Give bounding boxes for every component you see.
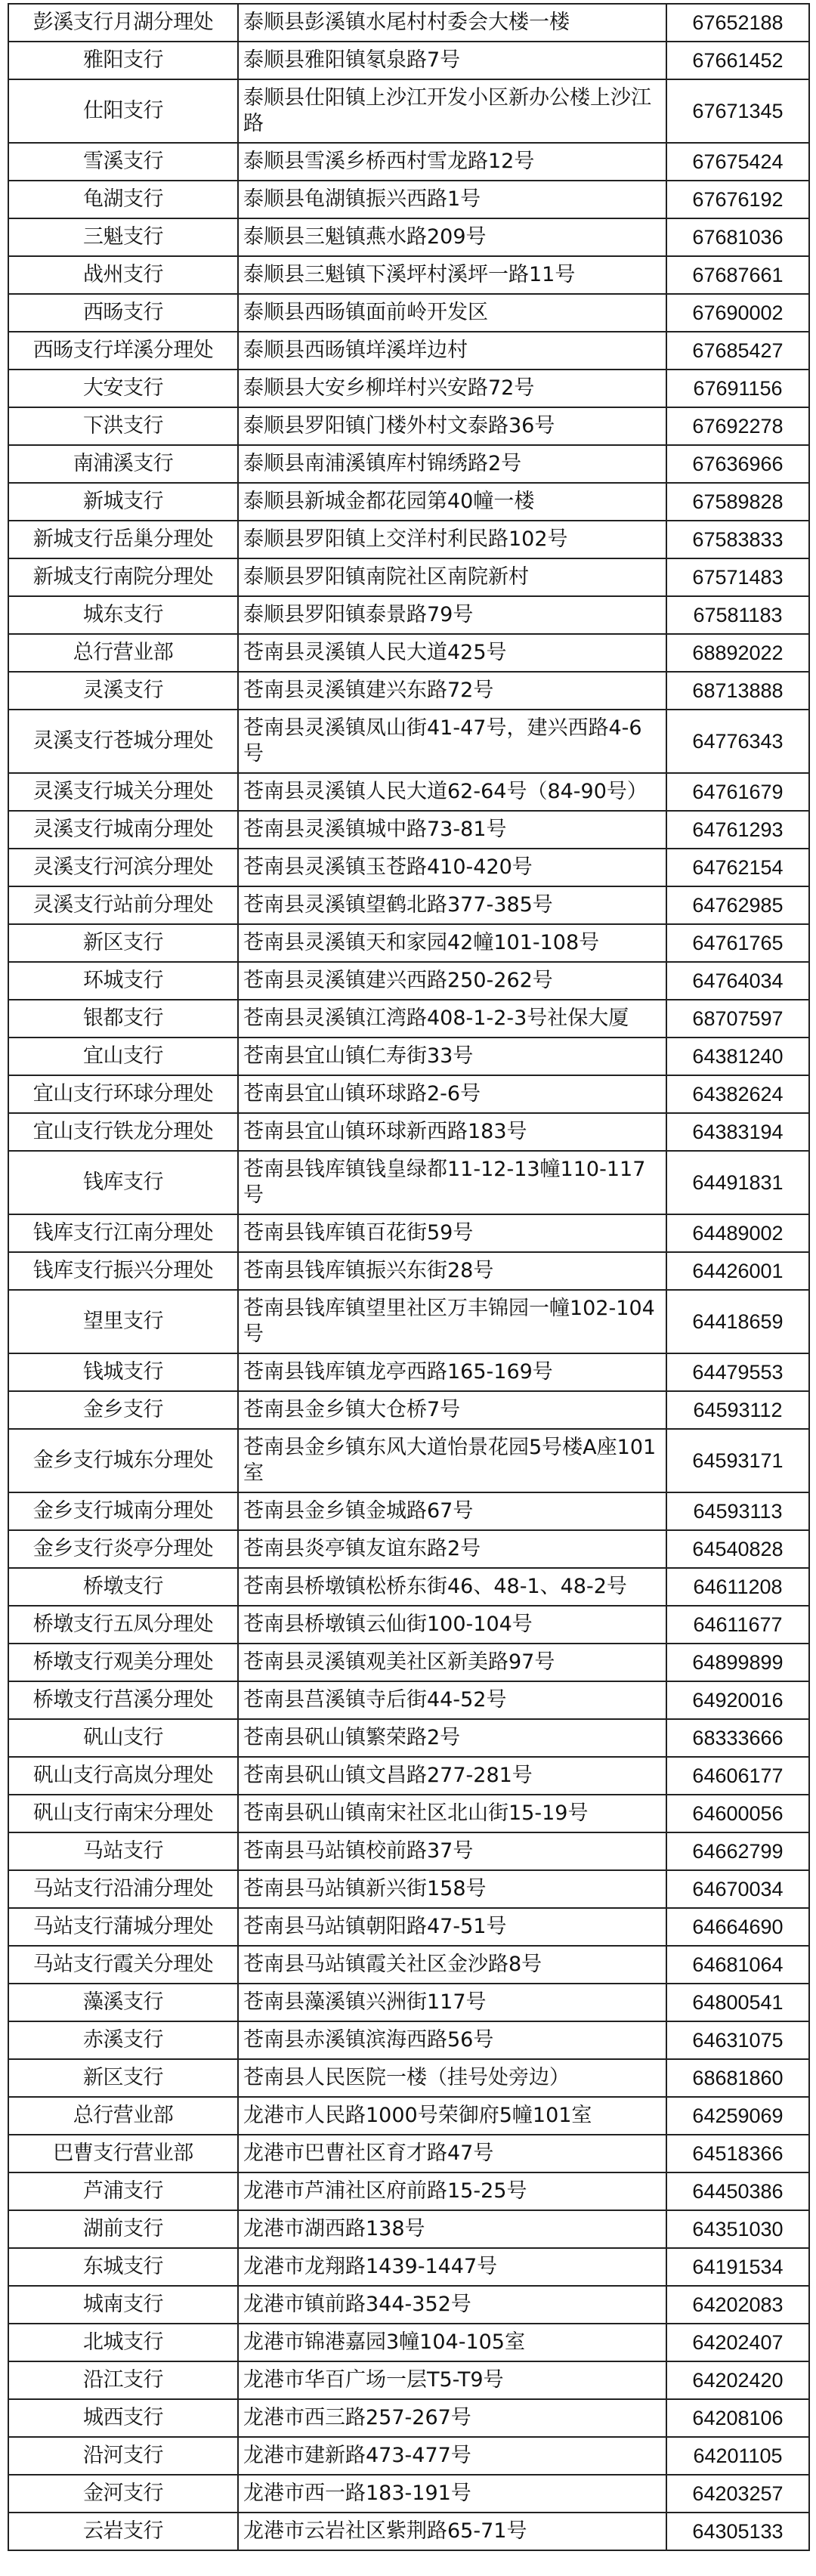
table-row <box>8 2437 809 2475</box>
branch-name-cell: 桥墩支行 <box>8 1568 238 1606</box>
branch-name-cell: 新城支行南院分理处 <box>8 558 238 596</box>
branch-address-cell: 苍南县宜山镇环球路2-6号 <box>238 1075 666 1113</box>
branch-address-cell: 苍南县灵溪镇观美社区新美路97号 <box>238 1644 666 1681</box>
branch-address-cell: 泰顺县罗阳镇门楼外村文泰路36号 <box>238 407 666 445</box>
table-row <box>8 2248 809 2286</box>
table-row <box>8 256 809 294</box>
table-row <box>8 596 809 634</box>
table-row <box>8 407 809 445</box>
branch-phone-cell: 68892022 <box>666 634 809 672</box>
branch-name-cell: 南浦溪支行 <box>8 445 238 483</box>
branch-name-cell: 雅阳支行 <box>8 42 238 79</box>
branch-name-cell: 马站支行蒲城分理处 <box>8 1908 238 1946</box>
branch-address-cell: 苍南县灵溪镇建兴东路72号 <box>238 672 666 710</box>
branch-name-cell: 马站支行霞关分理处 <box>8 1946 238 1984</box>
branch-phone-cell: 67636966 <box>666 445 809 483</box>
branch-table <box>8 3 810 2551</box>
branch-address-cell: 苍南县宜山镇环球新西路183号 <box>238 1113 666 1151</box>
branch-address-cell: 苍南县灵溪镇凤山街41-47号，建兴西路4-6号 <box>238 710 666 773</box>
branch-address-cell: 龙港市镇前路344-352号 <box>238 2286 666 2324</box>
branch-address-cell: 龙港市湖西路138号 <box>238 2210 666 2248</box>
branch-name-cell: 桥墩支行观美分理处 <box>8 1644 238 1681</box>
branch-address-cell: 龙港市龙翔路1439-1447号 <box>238 2248 666 2286</box>
branch-address-cell: 泰顺县西旸镇垟溪垟边村 <box>238 332 666 370</box>
branch-name-cell: 钱城支行 <box>8 1353 238 1391</box>
branch-phone-cell: 64593113 <box>666 1492 809 1530</box>
branch-phone-cell: 67681036 <box>666 218 809 256</box>
branch-name-cell: 金河支行 <box>8 2475 238 2513</box>
table-row <box>8 1353 809 1391</box>
branch-name-cell: 新城支行岳巢分理处 <box>8 521 238 558</box>
branch-phone-cell: 64761293 <box>666 811 809 849</box>
branch-name-cell: 彭溪支行月湖分理处 <box>8 4 238 42</box>
branch-address-cell: 苍南县金乡镇东风大道怡景花园5号楼A座101室 <box>238 1429 666 1492</box>
branch-name-cell: 矾山支行南宋分理处 <box>8 1795 238 1832</box>
branch-address-cell: 苍南县钱库镇龙亭西路165-169号 <box>238 1353 666 1391</box>
branch-phone-cell: 64208106 <box>666 2399 809 2437</box>
table-row <box>8 1832 809 1870</box>
branch-phone-cell: 67685427 <box>666 332 809 370</box>
table-row <box>8 1429 809 1492</box>
branch-phone-cell: 64611208 <box>666 1568 809 1606</box>
branch-name-cell: 云岩支行 <box>8 2513 238 2550</box>
branch-phone-cell: 64800541 <box>666 1984 809 2021</box>
branch-address-cell: 苍南县灵溪镇城中路73-81号 <box>238 811 666 849</box>
branch-name-cell: 西旸支行垟溪分理处 <box>8 332 238 370</box>
branch-name-cell: 灵溪支行站前分理处 <box>8 886 238 924</box>
table-row <box>8 370 809 407</box>
branch-address-cell: 泰顺县雪溪乡桥西村雪龙路12号 <box>238 143 666 181</box>
branch-name-cell: 赤溪支行 <box>8 2021 238 2059</box>
branch-name-cell: 沿江支行 <box>8 2361 238 2399</box>
table-row <box>8 445 809 483</box>
branch-phone-cell: 67691156 <box>666 370 809 407</box>
branch-name-cell: 雪溪支行 <box>8 143 238 181</box>
branch-address-cell: 苍南县莒溪镇寺后街44-52号 <box>238 1681 666 1719</box>
branch-name-cell: 仕阳支行 <box>8 79 238 143</box>
table-row <box>8 1568 809 1606</box>
table-row <box>8 1908 809 1946</box>
branch-address-cell: 苍南县钱库镇振兴东街28号 <box>238 1252 666 1290</box>
branch-name-cell: 西旸支行 <box>8 294 238 332</box>
branch-address-cell: 苍南县人民医院一楼（挂号处旁边） <box>238 2059 666 2097</box>
branch-name-cell: 宜山支行铁龙分理处 <box>8 1113 238 1151</box>
branch-phone-cell: 64631075 <box>666 2021 809 2059</box>
branch-phone-cell: 64762985 <box>666 886 809 924</box>
branch-phone-cell: 64418659 <box>666 1290 809 1353</box>
branch-phone-cell: 64202420 <box>666 2361 809 2399</box>
branch-address-cell: 苍南县藻溪镇兴洲街117号 <box>238 1984 666 2021</box>
table-row <box>8 1151 809 1214</box>
branch-phone-cell: 64202407 <box>666 2324 809 2361</box>
branch-address-cell: 苍南县马站镇朝阳路47-51号 <box>238 1908 666 1946</box>
branch-name-cell: 总行营业部 <box>8 2097 238 2135</box>
branch-address-cell: 苍南县灵溪镇天和家园42幢101-108号 <box>238 924 666 962</box>
table-row <box>8 483 809 521</box>
branch-address-cell: 苍南县金乡镇金城路67号 <box>238 1492 666 1530</box>
branch-name-cell: 钱库支行 <box>8 1151 238 1214</box>
branch-address-cell: 苍南县灵溪镇建兴西路250-262号 <box>238 962 666 1000</box>
branch-address-cell: 泰顺县三魁镇下溪坪村溪坪一路11号 <box>238 256 666 294</box>
table-row <box>8 811 809 849</box>
branch-name-cell: 芦浦支行 <box>8 2172 238 2210</box>
table-row <box>8 1530 809 1568</box>
branch-address-cell: 苍南县桥墩镇云仙街100-104号 <box>238 1606 666 1644</box>
branch-phone-cell: 68707597 <box>666 1000 809 1038</box>
branch-name-cell: 灵溪支行河滨分理处 <box>8 849 238 886</box>
table-row <box>8 2021 809 2059</box>
table-row <box>8 1681 809 1719</box>
branch-address-cell: 苍南县桥墩镇松桥东街46、48-1、48-2号 <box>238 1568 666 1606</box>
branch-phone-cell: 64202083 <box>666 2286 809 2324</box>
branch-address-cell: 龙港市西一路183-191号 <box>238 2475 666 2513</box>
table-row <box>8 2097 809 2135</box>
branch-name-cell: 桥墩支行莒溪分理处 <box>8 1681 238 1719</box>
branch-address-cell: 泰顺县西旸镇面前岭开发区 <box>238 294 666 332</box>
branch-phone-cell: 64593171 <box>666 1429 809 1492</box>
branch-phone-cell: 67690002 <box>666 294 809 332</box>
branch-name-cell: 金乡支行炎亭分理处 <box>8 1530 238 1568</box>
branch-address-cell: 泰顺县新城金都花园第40幢一楼 <box>238 483 666 521</box>
table-row <box>8 1214 809 1252</box>
branch-phone-cell: 64681064 <box>666 1946 809 1984</box>
table-row <box>8 1870 809 1908</box>
branch-name-cell: 宜山支行 <box>8 1038 238 1075</box>
branch-phone-cell: 68713888 <box>666 672 809 710</box>
branch-name-cell: 新区支行 <box>8 2059 238 2097</box>
branch-phone-cell: 67583833 <box>666 521 809 558</box>
table-row <box>8 79 809 143</box>
branch-address-cell: 苍南县钱库镇百花街59号 <box>238 1214 666 1252</box>
branch-address-cell: 龙港市巴曹社区育才路47号 <box>238 2135 666 2172</box>
branch-phone-cell: 64606177 <box>666 1757 809 1795</box>
branch-address-cell: 苍南县马站镇新兴街158号 <box>238 1870 666 1908</box>
branch-name-cell: 望里支行 <box>8 1290 238 1353</box>
table-row <box>8 2172 809 2210</box>
branch-phone-cell: 68333666 <box>666 1719 809 1757</box>
branch-name-cell: 湖前支行 <box>8 2210 238 2248</box>
branch-address-cell: 泰顺县南浦溪镇库村锦绣路2号 <box>238 445 666 483</box>
branch-name-cell: 银都支行 <box>8 1000 238 1038</box>
branch-phone-cell: 67571483 <box>666 558 809 596</box>
branch-phone-cell: 67676192 <box>666 181 809 218</box>
branch-name-cell: 北城支行 <box>8 2324 238 2361</box>
table-row <box>8 1757 809 1795</box>
table-row <box>8 1000 809 1038</box>
branch-name-cell: 马站支行沿浦分理处 <box>8 1870 238 1908</box>
branch-name-cell: 金乡支行城南分理处 <box>8 1492 238 1530</box>
table-row <box>8 1290 809 1353</box>
branch-name-cell: 灵溪支行城南分理处 <box>8 811 238 849</box>
branch-name-cell: 大安支行 <box>8 370 238 407</box>
branch-phone-cell: 64761765 <box>666 924 809 962</box>
branch-name-cell: 三魁支行 <box>8 218 238 256</box>
branch-table-body <box>8 4 809 2550</box>
table-row <box>8 1946 809 1984</box>
branch-address-cell: 苍南县钱库镇钱皇绿都11-12-13幢110-117号 <box>238 1151 666 1214</box>
table-row <box>8 886 809 924</box>
table-row <box>8 294 809 332</box>
table-row <box>8 1391 809 1429</box>
table-row <box>8 2059 809 2097</box>
branch-name-cell: 新城支行 <box>8 483 238 521</box>
table-row <box>8 1795 809 1832</box>
branch-address-cell: 苍南县马站镇校前路37号 <box>238 1832 666 1870</box>
table-row <box>8 181 809 218</box>
table-row <box>8 1606 809 1644</box>
table-row <box>8 143 809 181</box>
branch-phone-cell: 64382624 <box>666 1075 809 1113</box>
branch-phone-cell: 64670034 <box>666 1870 809 1908</box>
table-row <box>8 1113 809 1151</box>
table-row <box>8 849 809 886</box>
branch-address-cell: 苍南县金乡镇大仓桥7号 <box>238 1391 666 1429</box>
branch-phone-cell: 64479553 <box>666 1353 809 1391</box>
branch-address-cell: 龙港市华百广场一层T5-T9号 <box>238 2361 666 2399</box>
branch-name-cell: 巴曹支行营业部 <box>8 2135 238 2172</box>
branch-phone-cell: 64381240 <box>666 1038 809 1075</box>
table-row <box>8 2513 809 2550</box>
branch-address-cell: 泰顺县仕阳镇上沙江开发小区新办公楼上沙江路 <box>238 79 666 143</box>
branch-address-cell: 苍南县炎亭镇友谊东路2号 <box>238 1530 666 1568</box>
branch-name-cell: 灵溪支行 <box>8 672 238 710</box>
branch-phone-cell: 64491831 <box>666 1151 809 1214</box>
branch-phone-cell: 64305133 <box>666 2513 809 2550</box>
branch-name-cell: 新区支行 <box>8 924 238 962</box>
branch-name-cell: 钱库支行江南分理处 <box>8 1214 238 1252</box>
branch-address-cell: 龙港市云岩社区紫荆路65-71号 <box>238 2513 666 2550</box>
branch-phone-cell: 68681860 <box>666 2059 809 2097</box>
branch-phone-cell: 64776343 <box>666 710 809 773</box>
branch-address-cell: 泰顺县龟湖镇振兴西路1号 <box>238 181 666 218</box>
branch-address-cell: 苍南县钱库镇望里社区万丰锦园一幢102-104号 <box>238 1290 666 1353</box>
branch-address-cell: 泰顺县彭溪镇水尾村村委会大楼一楼 <box>238 4 666 42</box>
branch-phone-cell: 64920016 <box>666 1681 809 1719</box>
table-row <box>8 2475 809 2513</box>
table-row <box>8 773 809 811</box>
branch-phone-cell: 64450386 <box>666 2172 809 2210</box>
branch-phone-cell: 64191534 <box>666 2248 809 2286</box>
branch-phone-cell: 64383194 <box>666 1113 809 1151</box>
branch-address-cell: 苍南县灵溪镇人民大道425号 <box>238 634 666 672</box>
branch-address-cell: 苍南县灵溪镇人民大道62-64号（84-90号） <box>238 773 666 811</box>
branch-name-cell: 战州支行 <box>8 256 238 294</box>
table-row <box>8 1492 809 1530</box>
branch-address-cell: 龙港市芦浦社区府前路15-25号 <box>238 2172 666 2210</box>
branch-phone-cell: 67692278 <box>666 407 809 445</box>
table-row <box>8 2361 809 2399</box>
branch-phone-cell: 64351030 <box>666 2210 809 2248</box>
branch-address-cell: 龙港市锦港嘉园3幢104-105室 <box>238 2324 666 2361</box>
branch-phone-cell: 64899899 <box>666 1644 809 1681</box>
branch-phone-cell: 64426001 <box>666 1252 809 1290</box>
table-row <box>8 1644 809 1681</box>
table-row <box>8 710 809 773</box>
branch-address-cell: 泰顺县罗阳镇泰景路79号 <box>238 596 666 634</box>
branch-address-cell: 泰顺县大安乡柳垟村兴安路72号 <box>238 370 666 407</box>
table-row <box>8 2135 809 2172</box>
branch-name-cell: 城南支行 <box>8 2286 238 2324</box>
branch-address-cell: 泰顺县三魁镇燕水路209号 <box>238 218 666 256</box>
branch-address-cell: 苍南县矾山镇文昌路277-281号 <box>238 1757 666 1795</box>
branch-address-cell: 龙港市人民路1000号荣御府5幢101室 <box>238 2097 666 2135</box>
branch-name-cell: 金乡支行 <box>8 1391 238 1429</box>
branch-phone-cell: 67675424 <box>666 143 809 181</box>
table-row <box>8 42 809 79</box>
branch-address-cell: 苍南县矾山镇繁荣路2号 <box>238 1719 666 1757</box>
table-row <box>8 924 809 962</box>
branch-name-cell: 龟湖支行 <box>8 181 238 218</box>
branch-name-cell: 藻溪支行 <box>8 1984 238 2021</box>
branch-name-cell: 总行营业部 <box>8 634 238 672</box>
branch-name-cell: 东城支行 <box>8 2248 238 2286</box>
table-row <box>8 1252 809 1290</box>
branch-phone-cell: 64764034 <box>666 962 809 1000</box>
branch-address-cell: 苍南县灵溪镇江湾路408-1-2-3号社保大厦 <box>238 1000 666 1038</box>
branch-name-cell: 马站支行 <box>8 1832 238 1870</box>
table-row <box>8 4 809 42</box>
table-row <box>8 2286 809 2324</box>
branch-phone-cell: 67652188 <box>666 4 809 42</box>
branch-name-cell: 矾山支行 <box>8 1719 238 1757</box>
branch-address-cell: 苍南县灵溪镇玉苍路410-420号 <box>238 849 666 886</box>
branch-phone-cell: 64593112 <box>666 1391 809 1429</box>
branch-phone-cell: 64540828 <box>666 1530 809 1568</box>
branch-name-cell: 金乡支行城东分理处 <box>8 1429 238 1492</box>
table-row <box>8 1075 809 1113</box>
branch-name-cell: 下洪支行 <box>8 407 238 445</box>
branch-name-cell: 灵溪支行苍城分理处 <box>8 710 238 773</box>
branch-phone-cell: 67581183 <box>666 596 809 634</box>
branch-phone-cell: 64489002 <box>666 1214 809 1252</box>
branch-address-cell: 泰顺县罗阳镇南院社区南院新村 <box>238 558 666 596</box>
table-row <box>8 558 809 596</box>
branch-phone-cell: 64611677 <box>666 1606 809 1644</box>
branch-phone-cell: 67589828 <box>666 483 809 521</box>
table-row <box>8 1984 809 2021</box>
branch-address-cell: 龙港市西三路257-267号 <box>238 2399 666 2437</box>
branch-name-cell: 钱库支行振兴分理处 <box>8 1252 238 1290</box>
table-row <box>8 1719 809 1757</box>
table-row <box>8 1038 809 1075</box>
table-row <box>8 672 809 710</box>
branch-phone-cell: 64664690 <box>666 1908 809 1946</box>
branch-name-cell: 环城支行 <box>8 962 238 1000</box>
branch-phone-cell: 64662799 <box>666 1832 809 1870</box>
branch-address-cell: 龙港市建新路473-477号 <box>238 2437 666 2475</box>
branch-phone-cell: 67671345 <box>666 79 809 143</box>
branch-phone-cell: 64762154 <box>666 849 809 886</box>
branch-address-cell: 苍南县马站镇霞关社区金沙路8号 <box>238 1946 666 1984</box>
table-row <box>8 634 809 672</box>
branch-phone-cell: 67687661 <box>666 256 809 294</box>
branch-name-cell: 宜山支行环球分理处 <box>8 1075 238 1113</box>
branch-name-cell: 沿河支行 <box>8 2437 238 2475</box>
branch-phone-cell: 64203257 <box>666 2475 809 2513</box>
branch-address-cell: 苍南县赤溪镇滨海西路56号 <box>238 2021 666 2059</box>
branch-phone-cell: 64518366 <box>666 2135 809 2172</box>
table-row <box>8 521 809 558</box>
branch-phone-cell: 64201105 <box>666 2437 809 2475</box>
branch-name-cell: 桥墩支行五凤分理处 <box>8 1606 238 1644</box>
branch-phone-cell: 64600056 <box>666 1795 809 1832</box>
branch-phone-cell: 64761679 <box>666 773 809 811</box>
table-row <box>8 332 809 370</box>
branch-address-cell: 苍南县宜山镇仁寿街33号 <box>238 1038 666 1075</box>
branch-name-cell: 城西支行 <box>8 2399 238 2437</box>
table-row <box>8 2210 809 2248</box>
table-row <box>8 2399 809 2437</box>
branch-name-cell: 灵溪支行城关分理处 <box>8 773 238 811</box>
branch-phone-cell: 67661452 <box>666 42 809 79</box>
branch-address-cell: 苍南县矾山镇南宋社区北山街15-19号 <box>238 1795 666 1832</box>
branch-name-cell: 城东支行 <box>8 596 238 634</box>
table-row <box>8 2324 809 2361</box>
table-row <box>8 962 809 1000</box>
branch-name-cell: 矾山支行高岚分理处 <box>8 1757 238 1795</box>
table-row <box>8 218 809 256</box>
branch-phone-cell: 64259069 <box>666 2097 809 2135</box>
branch-address-cell: 泰顺县雅阳镇氡泉路7号 <box>238 42 666 79</box>
branch-address-cell: 苍南县灵溪镇望鹤北路377-385号 <box>238 886 666 924</box>
branch-address-cell: 泰顺县罗阳镇上交洋村利民路102号 <box>238 521 666 558</box>
